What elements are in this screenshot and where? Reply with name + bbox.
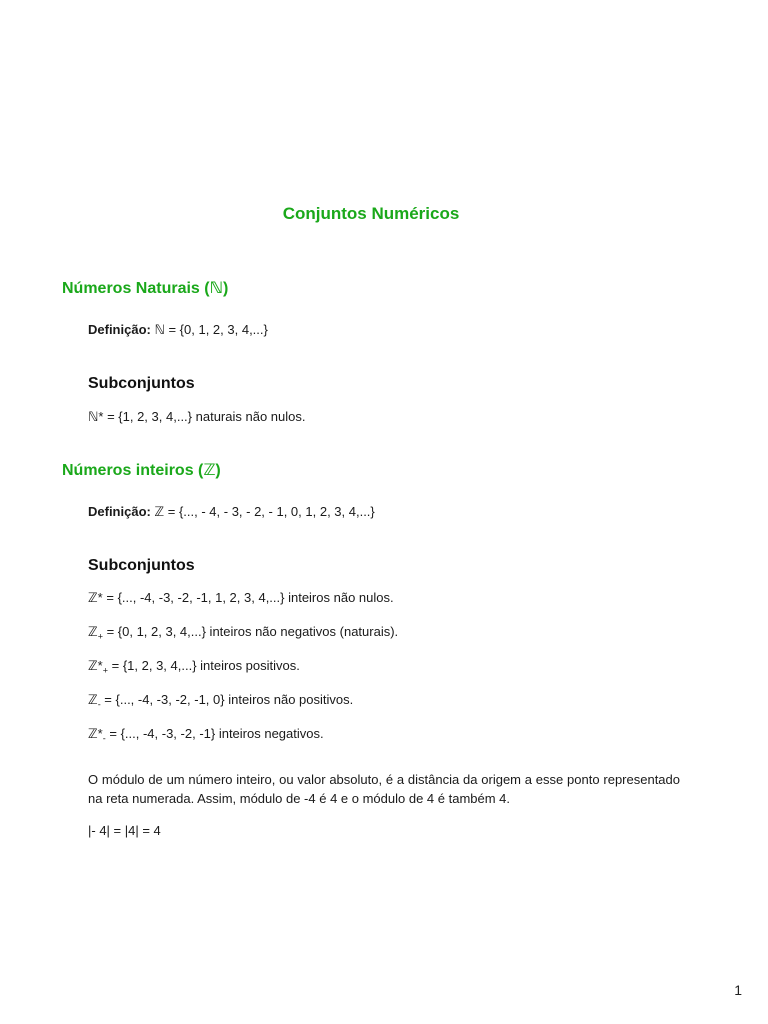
subset-description: = {..., -4, -3, -2, -1, 1, 2, 3, 4,...} inteiros não nulos. — [102, 590, 394, 605]
subset-inteiros-0 — [88, 590, 394, 608]
page-number: 1 — [734, 982, 742, 998]
subset-inteiros-4 — [88, 726, 324, 744]
subset-symbol: ℤ — [88, 692, 98, 707]
subset-subscript: + — [102, 665, 109, 676]
subset-symbol: ℤ* — [88, 590, 103, 605]
subset-subscript: - — [102, 733, 106, 744]
definicao-label: Definição: — [88, 504, 151, 519]
subset-description: = {0, 1, 2, 3, 4,...} inteiros não negativos (naturais). — [102, 624, 399, 639]
subset-inteiros-3 — [88, 692, 353, 710]
subset-symbol: ℤ — [88, 624, 98, 639]
subset-description: = {..., -4, -3, -2, -1} inteiros negativos. — [105, 726, 324, 741]
subset-inteiros-1 — [88, 624, 398, 642]
subset-description: = {..., -4, -3, -2, -1, 0} inteiros não positivos. — [100, 692, 354, 707]
subset-symbol: ℤ* — [88, 726, 103, 741]
subset-symbol: ℤ* — [88, 658, 103, 673]
subset-inteiros-2 — [88, 658, 300, 676]
section-heading-naturais: Números Naturais (ℕ) — [62, 280, 229, 297]
subconjuntos-heading-inteiros: Subconjuntos — [88, 557, 195, 574]
subset-description: = {1, 2, 3, 4,...} inteiros positivos. — [108, 658, 300, 673]
subset-naturais-nao-nulos: ℕ* = {1, 2, 3, 4,...} naturais não nulos. — [88, 409, 306, 424]
subset-subscript: + — [97, 631, 103, 642]
subconjuntos-heading-naturais: Subconjuntos — [88, 375, 195, 392]
definicao-text: ℤ = {..., - 4, - 3, - 2, - 1, 0, 1, 2, 3, 4,...} — [150, 504, 375, 519]
definicao-inteiros — [88, 504, 375, 520]
definicao-label: Definição: — [88, 322, 151, 337]
section-heading-inteiros: Números inteiros (ℤ) — [62, 462, 221, 479]
subset-subscript: - — [97, 699, 101, 710]
page-title: Conjuntos Numéricos — [282, 204, 460, 223]
modulo-paragraph: O módulo de um número inteiro, ou valor absoluto, é a distância da origem a esse ponto representado na reta numerada. Assim, módulo de -4 é 4 e o módulo de 4 é também 4. — [88, 772, 680, 806]
definicao-naturais — [88, 322, 268, 338]
definicao-text: ℕ = {0, 1, 2, 3, 4,...} — [150, 322, 268, 337]
modulo-example: |- 4| = |4| = 4 — [88, 823, 161, 838]
